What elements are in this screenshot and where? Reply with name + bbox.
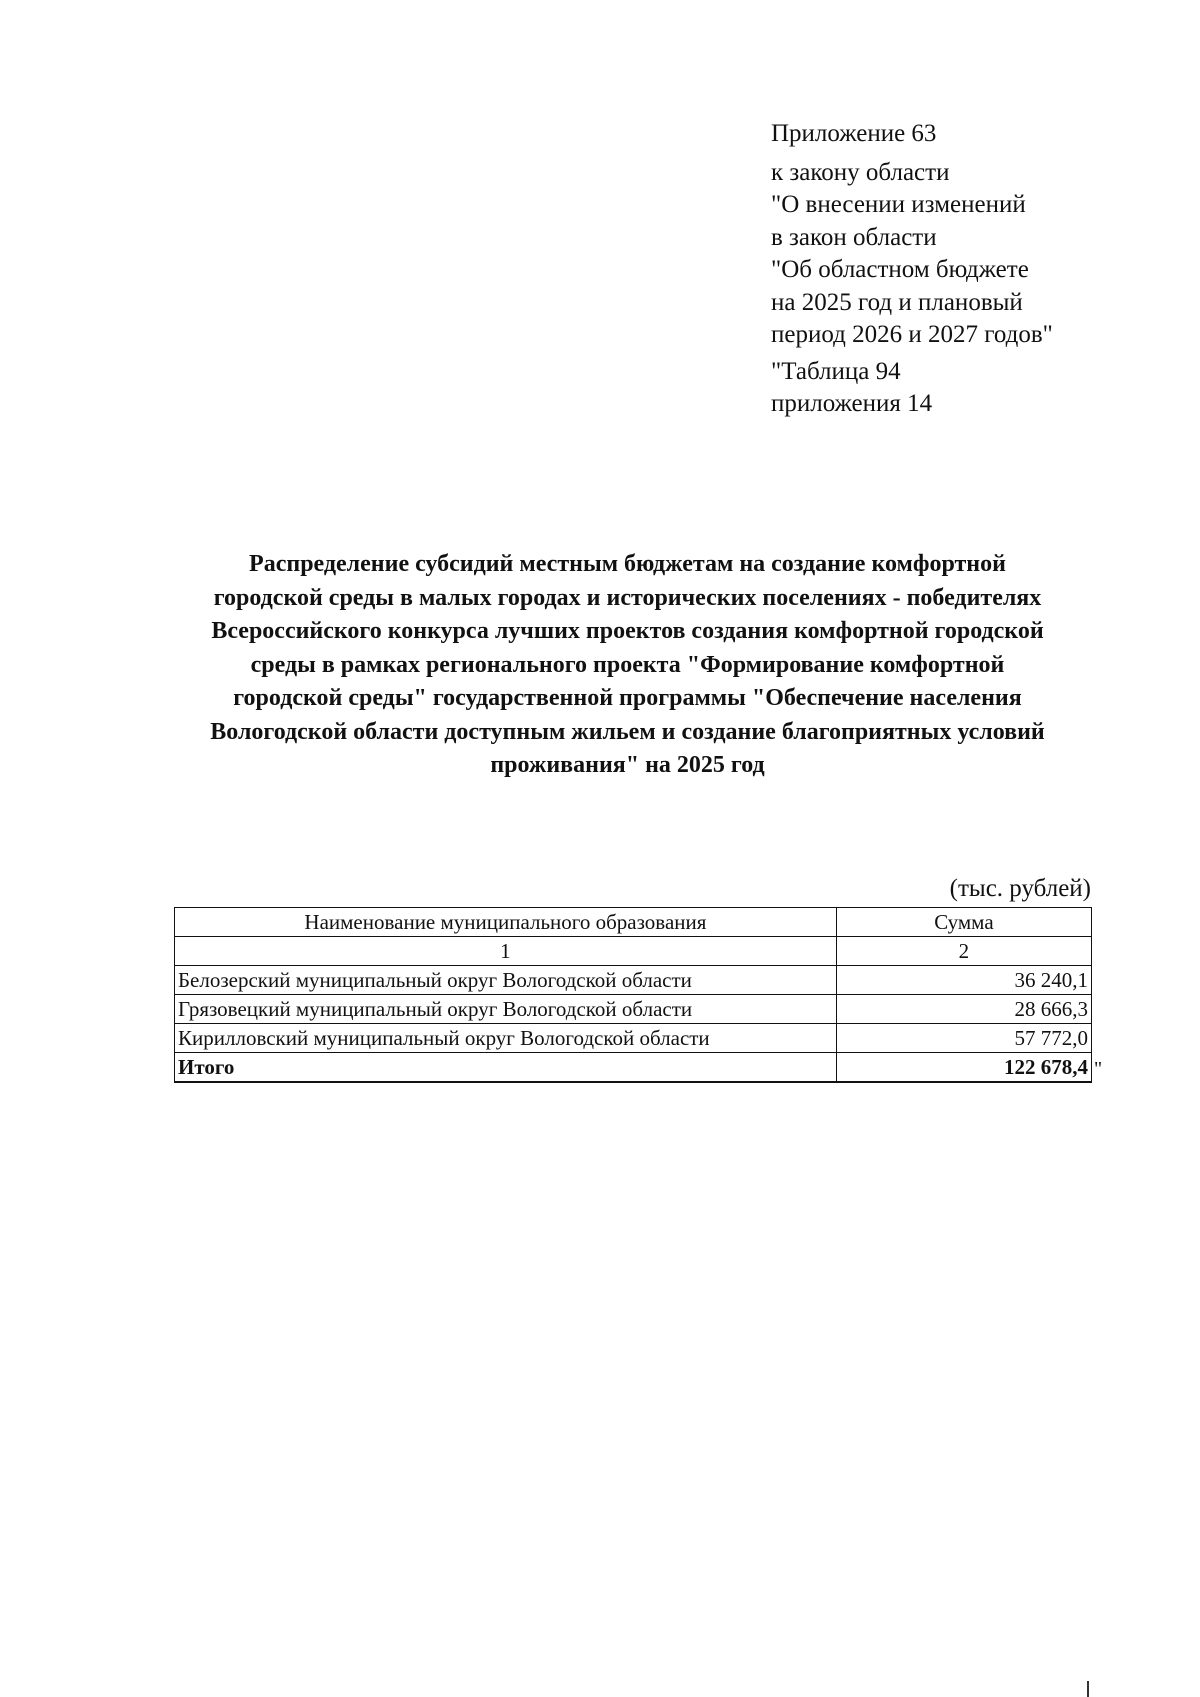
document-title [150,548,1105,783]
municipality-name: Белозерский муниципальный округ Вологодской области [175,966,837,995]
column-number: 1 [175,937,837,966]
total-amount: 122 678,4 [836,1053,1091,1083]
title-line: среды в рамках регионального проекта "Формирование комфортной [250,651,1005,678]
title-line: Всероссийского конкурса лучших проектов создания комфортной городской [211,618,1044,644]
table-row [175,966,1092,995]
appendix-line: период 2026 и 2027 годов" [771,321,1053,348]
appendix-line: в закон области [771,223,937,251]
appendix-line: "О внесении изменений [771,191,1026,218]
appendix-line: приложения 14 [771,390,933,417]
subsidy-amount: 36 240,1 [836,966,1091,995]
closing-quote: " [1094,1058,1103,1080]
table-header-row [175,908,1092,937]
municipality-name: Грязовецкий муниципальный округ Вологодской области [175,995,837,1024]
title-line: городской среды" государственной программы "Обеспечение населения [233,685,1022,711]
appendix-line: к закону области [771,158,950,186]
appendix-line: на 2025 год и плановый [771,288,1023,316]
column-number-row [175,937,1092,966]
municipality-name: Кирилловский муниципальный округ Вологодской области [175,1024,837,1053]
table-row [175,995,1092,1024]
subsidy-amount: 28 666,3 [836,995,1091,1024]
header-amount: Сумма [836,908,1091,937]
title-line: Вологодской области доступным жильем и создание благоприятных условий [210,718,1045,745]
appendix-line: "Об областном бюджете [771,256,1029,283]
title-line: Распределение субсидий местным бюджетам на создание комфортной [249,551,1006,577]
scan-artifact [1087,1681,1089,1697]
appendix-header [771,118,1131,421]
subsidy-amount: 57 772,0 [836,1024,1091,1053]
column-number: 2 [836,937,1091,966]
total-label: Итого [175,1053,837,1083]
units-label: (тыс. рублей) [949,875,1091,902]
appendix-line: Приложение 63 [771,120,937,147]
title-line: городской среды в малых городах и исторических поселениях - победителях [213,584,1042,611]
title-line: проживания" на 2025 год [490,752,765,778]
header-municipality: Наименование муниципального образования [175,908,837,937]
appendix-line: "Таблица 94 [771,357,901,385]
subsidy-distribution-table [174,907,1092,1083]
total-row [175,1053,1092,1083]
table-row [175,1024,1092,1053]
